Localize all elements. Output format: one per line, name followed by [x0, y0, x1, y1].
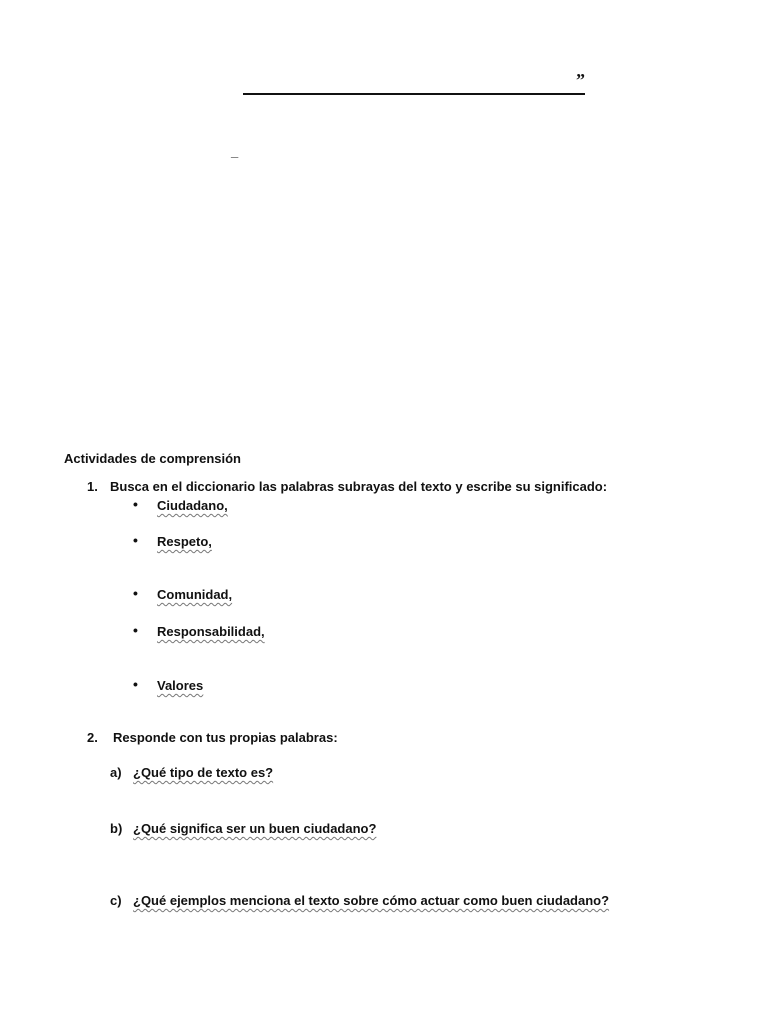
bullet-icon: • [133, 585, 138, 601]
bullet-icon: • [133, 496, 138, 512]
bullet-icon: • [133, 676, 138, 692]
activities-heading: Actividades de comprensión [64, 451, 241, 466]
word-item-comunidad: Comunidad, [157, 587, 233, 602]
subquestion-c-text: ¿Qué ejemplos menciona el texto sobre cómo actuar como buen ciudadano? [133, 893, 610, 908]
subquestion-c-letter: c) [110, 893, 122, 908]
word-item-valores: Valores [157, 678, 204, 693]
bullet-icon: • [133, 532, 138, 548]
subquestion-a-text: ¿Qué tipo de texto es? [133, 765, 274, 780]
closing-quote-mark: ” [576, 70, 585, 90]
word-item-respeto: Respeto, [157, 534, 212, 549]
bullet-icon: • [133, 622, 138, 638]
subquestion-a-letter: a) [110, 765, 122, 780]
title-underline [243, 93, 585, 95]
word-item-responsabilidad: Responsabilidad, [157, 624, 265, 639]
blank-dash: _ [231, 144, 239, 159]
word-item-ciudadano: Ciudadano, [157, 498, 228, 513]
question-1-number: 1. [87, 479, 98, 494]
question-1-text: Busca en el diccionario las palabras subrayas del texto y escribe su significado: [110, 479, 608, 494]
question-2-text: Responde con tus propias palabras: [113, 730, 338, 745]
subquestion-b-letter: b) [110, 821, 123, 836]
question-2-number: 2. [87, 730, 98, 745]
subquestion-b-text: ¿Qué significa ser un buen ciudadano? [133, 821, 377, 836]
